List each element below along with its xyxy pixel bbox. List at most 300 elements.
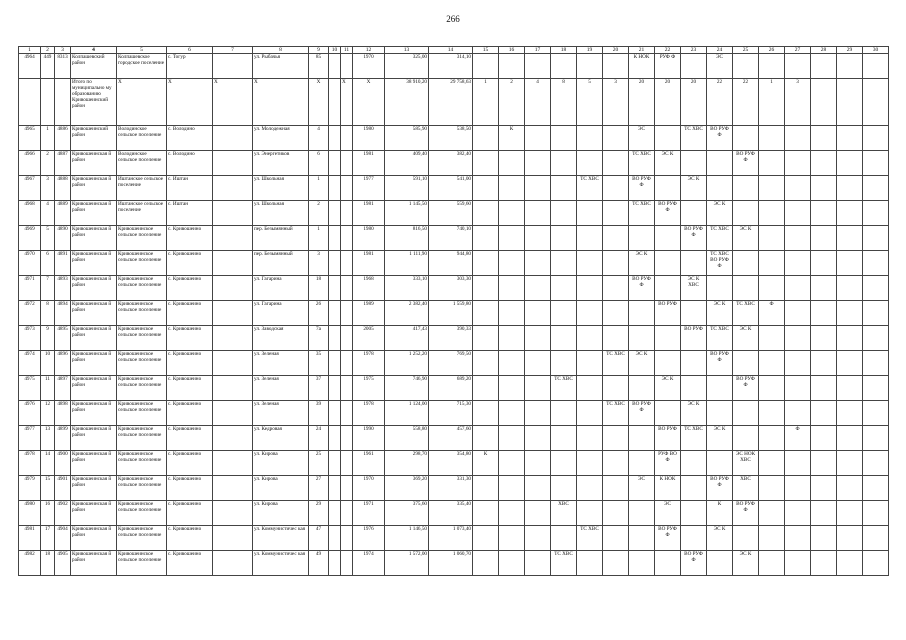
table-cell <box>525 326 551 351</box>
table-cell <box>329 276 341 301</box>
header-row <box>19 47 889 54</box>
table-cell <box>499 326 525 351</box>
table-cell: ул. Рыбачья <box>253 54 309 79</box>
table-row <box>19 126 889 151</box>
table-cell: 4900 <box>55 451 71 476</box>
table-cell <box>863 79 889 126</box>
table-cell: 4904 <box>55 526 71 551</box>
table-cell: 5 <box>41 226 55 251</box>
table-cell: ТС ХВС <box>577 526 603 551</box>
table-cell: 4966 <box>19 151 41 176</box>
table-cell <box>499 426 525 451</box>
table-cell: ул. Гагарина <box>253 276 309 301</box>
table-cell: 417,43 <box>385 326 429 351</box>
table-cell: Кривошеинская й район <box>71 151 117 176</box>
column-header: 8 <box>253 47 309 54</box>
table-cell <box>551 301 577 326</box>
table-cell <box>213 151 253 176</box>
table-cell: 7 <box>41 276 55 301</box>
table-cell <box>603 476 629 501</box>
table-cell <box>551 451 577 476</box>
table-cell <box>681 151 707 176</box>
table-cell <box>577 151 603 176</box>
table-cell <box>551 201 577 226</box>
table-cell <box>577 426 603 451</box>
table-cell: К НОК <box>629 54 655 79</box>
table-cell <box>473 426 499 451</box>
table-cell <box>785 126 811 151</box>
table-cell <box>499 526 525 551</box>
table-cell: с. Володино <box>167 151 213 176</box>
table-cell <box>681 351 707 376</box>
table-cell <box>863 526 889 551</box>
table-cell: 1 146,50 <box>385 526 429 551</box>
column-header: 20 <box>603 47 629 54</box>
column-header: 13 <box>385 47 429 54</box>
table-cell: ВО РУФ Ф <box>629 176 655 201</box>
table-cell: 3 <box>785 79 811 126</box>
table-cell <box>603 326 629 351</box>
column-header: 4 <box>71 47 117 54</box>
table-cell: Кривошеинское сельское поселение <box>117 426 167 451</box>
table-cell: 1981 <box>353 151 385 176</box>
table-cell <box>341 176 353 201</box>
table-cell: 12 <box>41 401 55 426</box>
table-cell: ТС ХВС <box>603 401 629 426</box>
table-cell: ВО РУФ <box>655 301 681 326</box>
table-cell: 390,33 <box>429 326 473 351</box>
table-cell <box>329 526 341 551</box>
table-cell: ТС ХВС <box>681 126 707 151</box>
table-cell: Кривошеинский район <box>71 126 117 151</box>
table-cell <box>473 276 499 301</box>
table-cell <box>785 151 811 176</box>
table-cell <box>329 176 341 201</box>
table-cell <box>785 226 811 251</box>
table-cell <box>213 501 253 526</box>
table-cell: ЭС К <box>707 201 733 226</box>
table-cell <box>863 351 889 376</box>
table-cell <box>213 526 253 551</box>
table-cell: Кривошеинская й район <box>71 326 117 351</box>
table-cell: Х <box>117 79 167 126</box>
register-table <box>18 46 889 576</box>
table-cell: 25 <box>309 451 329 476</box>
table-cell <box>811 79 837 126</box>
table-cell: К <box>473 451 499 476</box>
table-cell: 4982 <box>19 551 41 576</box>
table-cell <box>577 276 603 301</box>
table-cell <box>341 276 353 301</box>
table-cell: 6 <box>309 151 329 176</box>
table-cell: пер. Безымянный <box>253 226 309 251</box>
table-cell <box>629 501 655 526</box>
table-cell <box>733 176 759 201</box>
table-cell: 2 382,40 <box>385 301 429 326</box>
table-cell: 382,40 <box>429 151 473 176</box>
table-cell: РУФ ВО Ф <box>655 451 681 476</box>
table-cell: Иштанское сельское поселение <box>117 176 167 201</box>
table-cell <box>577 501 603 526</box>
table-cell <box>329 79 341 126</box>
table-cell <box>499 401 525 426</box>
table-cell <box>577 226 603 251</box>
table-cell <box>525 201 551 226</box>
table-cell <box>329 376 341 401</box>
table-cell: ЭС К <box>655 376 681 401</box>
table-cell: ТС ХВС <box>577 176 603 201</box>
table-cell: 27 <box>309 476 329 501</box>
table-cell: Ф <box>759 301 785 326</box>
table-cell: ул. Зеленая <box>253 401 309 426</box>
table-cell <box>785 201 811 226</box>
table-cell <box>499 176 525 201</box>
table-cell: Х <box>253 79 309 126</box>
table-cell <box>603 54 629 79</box>
table-cell: ул. Гагарина <box>253 301 309 326</box>
table-cell: 4972 <box>19 301 41 326</box>
table-cell: Кривошеинская й район <box>71 451 117 476</box>
table-cell: 1 <box>41 126 55 151</box>
table-cell <box>707 551 733 576</box>
table-cell <box>681 54 707 79</box>
table-cell: 1 <box>473 79 499 126</box>
table-cell: Кривошеинское сельское поселение <box>117 251 167 276</box>
table-cell <box>525 251 551 276</box>
table-row <box>19 426 889 451</box>
table-cell <box>213 301 253 326</box>
table-cell: Кривошеинское сельское поселение <box>117 301 167 326</box>
table-cell <box>603 276 629 301</box>
table-cell <box>733 401 759 426</box>
table-cell <box>811 376 837 401</box>
table-row <box>19 401 889 426</box>
table-cell: Кривошеинское сельское поселение <box>117 376 167 401</box>
table-cell <box>863 201 889 226</box>
table-cell <box>837 226 863 251</box>
table-row <box>19 301 889 326</box>
table-cell: ВО РУФ Ф <box>655 526 681 551</box>
table-cell <box>473 126 499 151</box>
table-cell <box>603 526 629 551</box>
table-cell: 10 <box>41 351 55 376</box>
table-cell <box>551 476 577 501</box>
table-cell <box>341 451 353 476</box>
table-cell: ВО РУФ Ф <box>629 276 655 301</box>
table-cell: Кривошеинское сельское поселение <box>117 551 167 576</box>
table-cell: 37 <box>309 376 329 401</box>
table-cell <box>655 351 681 376</box>
table-cell: 18 <box>41 551 55 576</box>
table-cell: 4901 <box>55 476 71 501</box>
table-cell <box>811 326 837 351</box>
table-row <box>19 326 889 351</box>
table-cell <box>577 126 603 151</box>
table-cell <box>341 326 353 351</box>
table-cell: 303,30 <box>429 276 473 301</box>
table-cell: 4889 <box>55 201 71 226</box>
table-cell <box>863 251 889 276</box>
table-cell <box>811 226 837 251</box>
table-cell: 325,00 <box>385 54 429 79</box>
table-cell: 4888 <box>55 176 71 201</box>
table-cell <box>499 251 525 276</box>
table-cell <box>837 426 863 451</box>
table-cell <box>759 151 785 176</box>
table-cell: 558,80 <box>385 426 429 451</box>
table-cell <box>863 376 889 401</box>
table-row <box>19 351 889 376</box>
table-cell: 18 <box>309 276 329 301</box>
table-cell <box>837 201 863 226</box>
table-cell <box>785 476 811 501</box>
table-cell <box>811 501 837 526</box>
table-cell <box>811 476 837 501</box>
table-cell <box>329 126 341 151</box>
table-cell <box>759 176 785 201</box>
table-cell: 1 145,50 <box>385 201 429 226</box>
table-cell: 1 559,80 <box>429 301 473 326</box>
table-cell <box>213 451 253 476</box>
table-cell <box>863 501 889 526</box>
table-cell: 4974 <box>19 351 41 376</box>
table-cell: 6 <box>41 251 55 276</box>
table-cell <box>603 201 629 226</box>
table-cell <box>577 376 603 401</box>
table-cell <box>785 401 811 426</box>
table-cell: 740,10 <box>429 226 473 251</box>
table-cell <box>863 476 889 501</box>
table-cell <box>785 54 811 79</box>
table-cell <box>837 126 863 151</box>
table-cell: 2 <box>41 151 55 176</box>
column-header: 24 <box>707 47 733 54</box>
table-row <box>19 54 889 79</box>
table-cell <box>213 276 253 301</box>
table-cell <box>525 54 551 79</box>
table-cell: Х <box>167 79 213 126</box>
table-cell: 4978 <box>19 451 41 476</box>
table-cell: ВО РУФ Ф <box>733 151 759 176</box>
table-cell: 1961 <box>353 451 385 476</box>
table-cell <box>213 126 253 151</box>
table-cell <box>499 301 525 326</box>
table-cell: 1 <box>759 79 785 126</box>
column-header: 17 <box>525 47 551 54</box>
table-cell <box>681 526 707 551</box>
table-cell <box>811 451 837 476</box>
table-cell <box>681 251 707 276</box>
table-cell: ВО РУФ Ф <box>707 126 733 151</box>
column-header: 23 <box>681 47 707 54</box>
table-cell <box>55 79 71 126</box>
table-cell <box>499 151 525 176</box>
table-cell <box>603 176 629 201</box>
table-cell: ул. Заводская <box>253 326 309 351</box>
table-cell <box>603 426 629 451</box>
table-cell <box>473 501 499 526</box>
table-cell <box>629 376 655 401</box>
table-cell <box>863 151 889 176</box>
table-cell: ЭС НОК ХВС <box>733 451 759 476</box>
column-header: 7 <box>213 47 253 54</box>
table-cell: 4894 <box>55 301 71 326</box>
table-cell <box>655 276 681 301</box>
table-cell: 1968 <box>353 276 385 301</box>
table-cell <box>629 226 655 251</box>
table-cell: Х <box>213 79 253 126</box>
table-cell <box>837 351 863 376</box>
table-cell: Кривошеинская й район <box>71 301 117 326</box>
table-cell: ЭС К <box>681 176 707 201</box>
table-cell <box>837 401 863 426</box>
table-cell <box>213 326 253 351</box>
table-cell: 1981 <box>353 201 385 226</box>
table-cell <box>681 451 707 476</box>
table-cell: Кривошеинское сельское поселение <box>117 526 167 551</box>
table-cell: 13 <box>41 426 55 451</box>
table-cell: 4898 <box>55 401 71 426</box>
table-cell: ул. Кирова <box>253 451 309 476</box>
table-cell <box>785 451 811 476</box>
column-header: 5 <box>117 47 167 54</box>
table-cell: 4967 <box>19 176 41 201</box>
table-cell <box>759 326 785 351</box>
table-cell: Кривошеинская й район <box>71 226 117 251</box>
table-cell <box>473 526 499 551</box>
table-cell: 35 <box>309 351 329 376</box>
table-cell: 375,60 <box>385 501 429 526</box>
table-cell <box>811 301 837 326</box>
table-cell: Кривошеинское сельское поселение <box>117 401 167 426</box>
table-cell: 49 <box>309 551 329 576</box>
table-cell: 298,70 <box>385 451 429 476</box>
table-cell <box>707 151 733 176</box>
table-row <box>19 551 889 576</box>
table-cell: К НОК <box>655 476 681 501</box>
table-cell: ул. Зеленая <box>253 351 309 376</box>
table-cell <box>473 176 499 201</box>
table-cell: 4890 <box>55 226 71 251</box>
table-cell: ХВС <box>733 476 759 501</box>
table-cell: Кривошеинское сельское поселение <box>117 326 167 351</box>
table-cell <box>213 476 253 501</box>
table-cell <box>603 301 629 326</box>
table-cell: ТС ХВС <box>629 151 655 176</box>
table-cell <box>629 426 655 451</box>
table-cell <box>551 226 577 251</box>
table-cell: Володинское сельское поселение <box>117 151 167 176</box>
table-cell: ул. Коммунистичес кая <box>253 551 309 576</box>
table-cell: с. Кривошеино <box>167 301 213 326</box>
table-cell <box>863 226 889 251</box>
table-cell <box>811 251 837 276</box>
table-row <box>19 451 889 476</box>
table-cell <box>759 226 785 251</box>
table-cell: Ф <box>785 426 811 451</box>
table-cell <box>329 426 341 451</box>
column-header: 11 <box>341 47 353 54</box>
table-cell: ТС ХВС ВО РУФ Ф <box>707 251 733 276</box>
table-cell: с. Володино <box>167 126 213 151</box>
table-cell <box>499 476 525 501</box>
table-cell: пер. Безымянный <box>253 251 309 276</box>
table-cell: Колпашевское городское поселение <box>117 54 167 79</box>
table-cell: 1970 <box>353 54 385 79</box>
column-header: 1 <box>19 47 41 54</box>
table-cell <box>213 201 253 226</box>
table-cell <box>837 526 863 551</box>
column-header: 16 <box>499 47 525 54</box>
table-cell: Кривошеинская й район <box>71 401 117 426</box>
table-cell: ТС ХВС <box>707 326 733 351</box>
table-cell: 1978 <box>353 401 385 426</box>
table-cell: 4977 <box>19 426 41 451</box>
table-cell <box>341 476 353 501</box>
table-cell <box>329 476 341 501</box>
table-cell <box>525 526 551 551</box>
table-cell: 4965 <box>19 126 41 151</box>
table-cell: с. Кривошеино <box>167 251 213 276</box>
table-cell <box>759 551 785 576</box>
table-cell: Кривошеинская й район <box>71 201 117 226</box>
table-cell <box>213 551 253 576</box>
table-cell: 1981 <box>353 251 385 276</box>
table-cell <box>341 126 353 151</box>
table-cell <box>707 376 733 401</box>
table-cell: с. Иштан <box>167 176 213 201</box>
table-cell <box>811 526 837 551</box>
table-cell <box>681 301 707 326</box>
table-cell: ВО РУФ Ф <box>681 226 707 251</box>
table-cell <box>551 151 577 176</box>
table-cell: с. Кривошеино <box>167 476 213 501</box>
table-cell: 335,40 <box>429 501 473 526</box>
table-cell: ТС ХВС <box>681 426 707 451</box>
table-cell: 9 <box>41 326 55 351</box>
table-row <box>19 526 889 551</box>
table-cell <box>577 301 603 326</box>
table-cell <box>329 226 341 251</box>
table-cell: 4976 <box>19 401 41 426</box>
table-cell: 559,60 <box>429 201 473 226</box>
table-cell: ТС ХВС <box>603 351 629 376</box>
table-cell <box>329 501 341 526</box>
table-cell: 1 252,20 <box>385 351 429 376</box>
table-cell <box>733 201 759 226</box>
table-cell <box>785 276 811 301</box>
table-cell: 409,40 <box>385 151 429 176</box>
column-header: 26 <box>759 47 785 54</box>
table-cell <box>525 301 551 326</box>
table-cell: с. Кривошеино <box>167 376 213 401</box>
table-cell: 369,20 <box>385 476 429 501</box>
table-cell: ЭС К <box>733 326 759 351</box>
table-cell <box>551 526 577 551</box>
table-cell: ВО РУФ Ф <box>733 376 759 401</box>
table-cell <box>863 126 889 151</box>
table-cell <box>837 476 863 501</box>
table-cell <box>837 151 863 176</box>
table-row <box>19 151 889 176</box>
table-cell <box>577 351 603 376</box>
table-cell: 3 <box>309 251 329 276</box>
table-cell: 1980 <box>353 126 385 151</box>
table-cell <box>525 401 551 426</box>
table-cell <box>785 501 811 526</box>
table-cell: ЭС К <box>655 151 681 176</box>
table-cell <box>863 176 889 201</box>
